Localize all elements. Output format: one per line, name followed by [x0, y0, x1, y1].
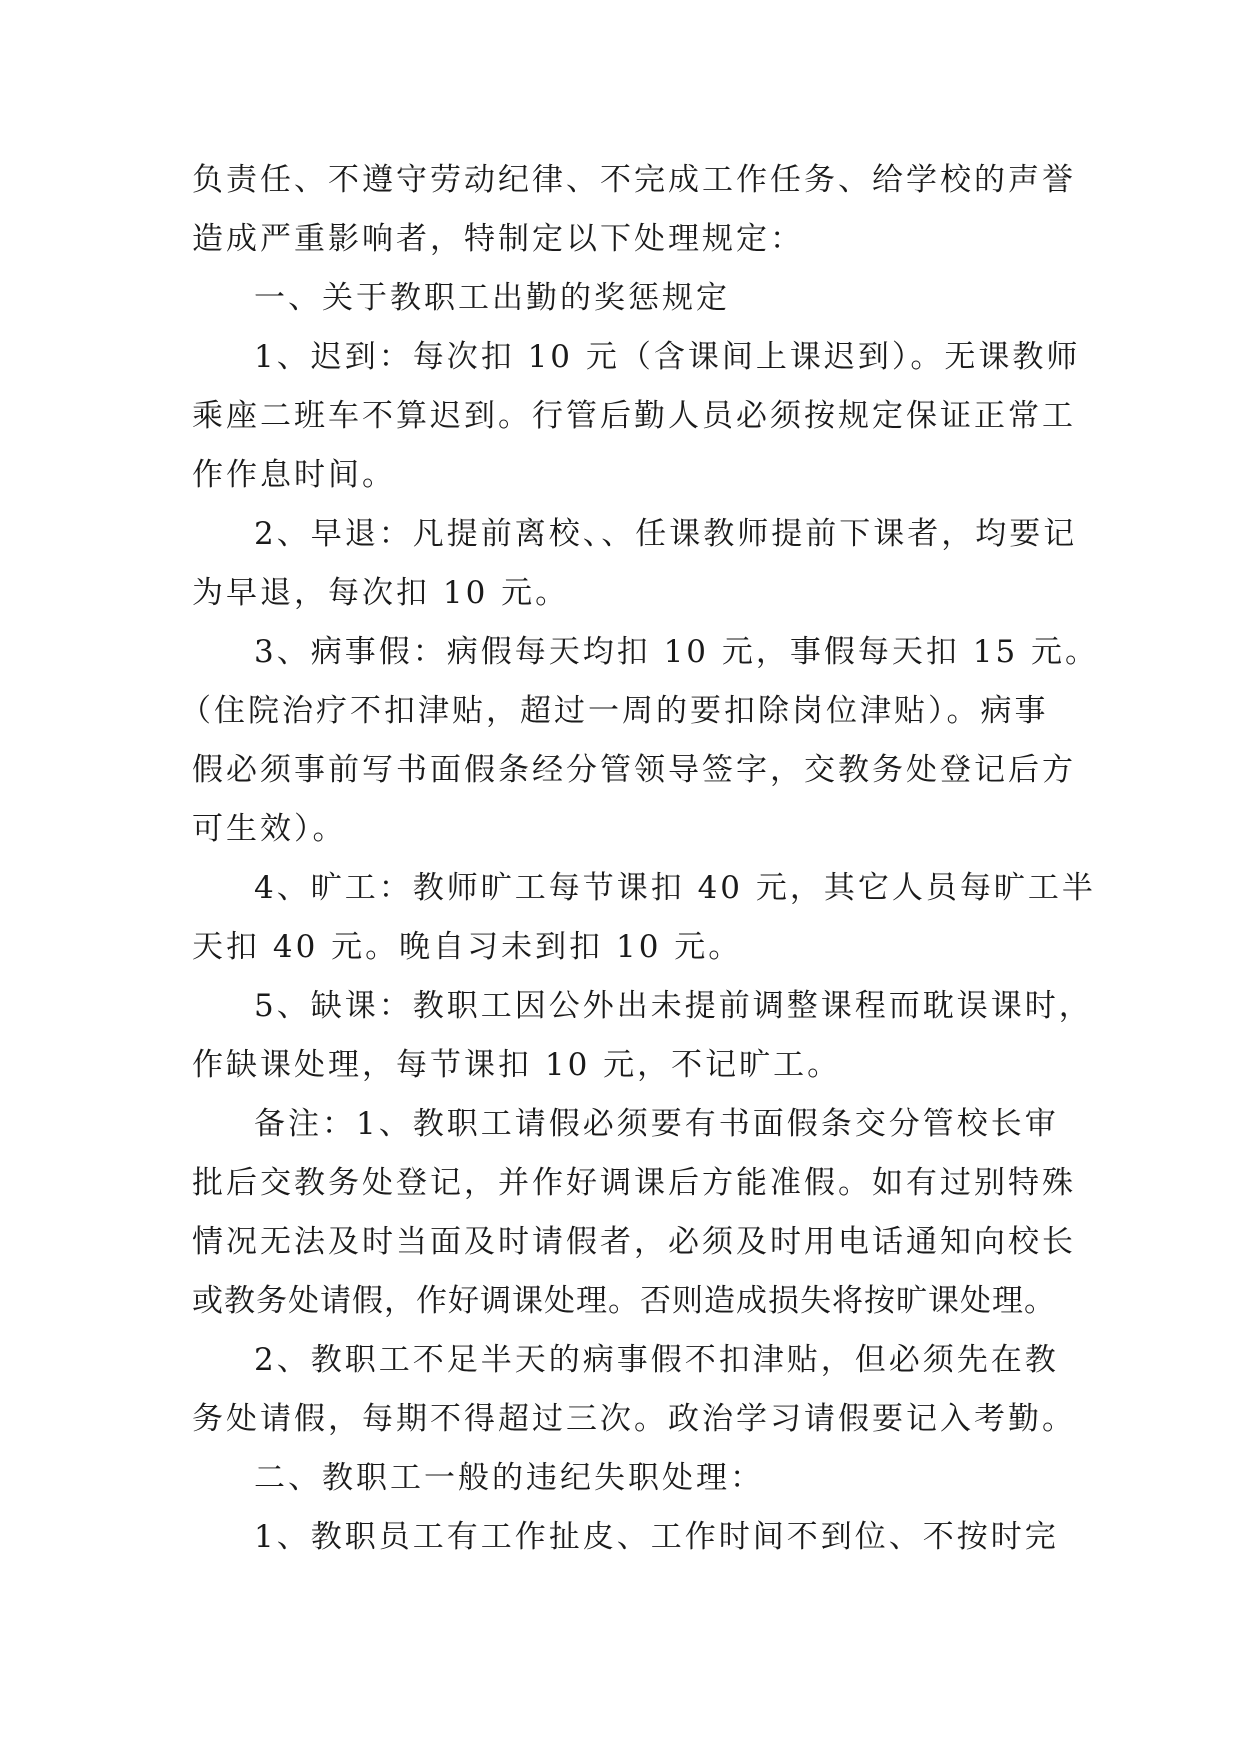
text-line: 为早退，每次扣 10 元。 — [192, 575, 570, 611]
text-line: 作缺课处理，每节课扣 10 元，不记旷工。 — [192, 1047, 842, 1083]
text-line: 2、教职工不足半天的病事假不扣津贴，但必须先在教 — [254, 1342, 1059, 1378]
text-line: 5、缺课：教职工因公外出未提前调整课程而耽误课时， — [254, 988, 1093, 1024]
text-line: 作作息时间。 — [192, 457, 396, 493]
text-line: 1、教职员工有工作扯皮、工作时间不到位、不按时完 — [254, 1519, 1059, 1555]
text-line: 可生效）。 — [192, 811, 347, 847]
section-heading: 二、教职工一般的违纪失职处理： — [254, 1460, 764, 1496]
section-heading: 一、关于教职工出勤的奖惩规定 — [254, 280, 730, 316]
text-line: 批后交教务处登记，并作好调课后方能准假。如有过别特殊 — [192, 1165, 1076, 1201]
text-line: 负责任、不遵守劳动纪律、不完成工作任务、给学校的声誉 — [192, 162, 1076, 198]
text-line: 4、旷工：教师旷工每节课扣 40 元，其它人员每旷工半 — [254, 870, 1096, 906]
text-line: 务处请假，每期不得超过三次。政治学习请假要记入考勤。 — [192, 1401, 1076, 1437]
text-line: 假必须事前写书面假条经分管领导签字，交教务处登记后方 — [192, 752, 1076, 788]
text-line: 1、迟到：每次扣 10 元（含课间上课迟到）。无课教师 — [254, 339, 1081, 375]
text-line: 或教务处请假，作好调课处理。否则造成损失将按旷课处理。 — [192, 1283, 1056, 1319]
text-line: （住院治疗不扣津贴，超过一周的要扣除岗位津贴）。病事 — [180, 693, 1049, 729]
text-line: 情况无法及时当面及时请假者，必须及时用电话通知向校长 — [192, 1224, 1076, 1260]
text-line: 乘座二班车不算迟到。行管后勤人员必须按规定保证正常工 — [192, 398, 1076, 434]
text-line: 天扣 40 元。晚自习未到扣 10 元。 — [192, 929, 743, 965]
text-line: 2、早退：凡提前离校、、任课教师提前下课者，均要记 — [254, 516, 1078, 552]
text-line: 备注：1、教职工请假必须要有书面假条交分管校长审 — [254, 1106, 1059, 1142]
text-line: 造成严重影响者，特制定以下处理规定： — [192, 221, 804, 257]
text-line: 3、病事假：病假每天均扣 10 元，事假每天扣 15 元。 — [254, 634, 1100, 670]
